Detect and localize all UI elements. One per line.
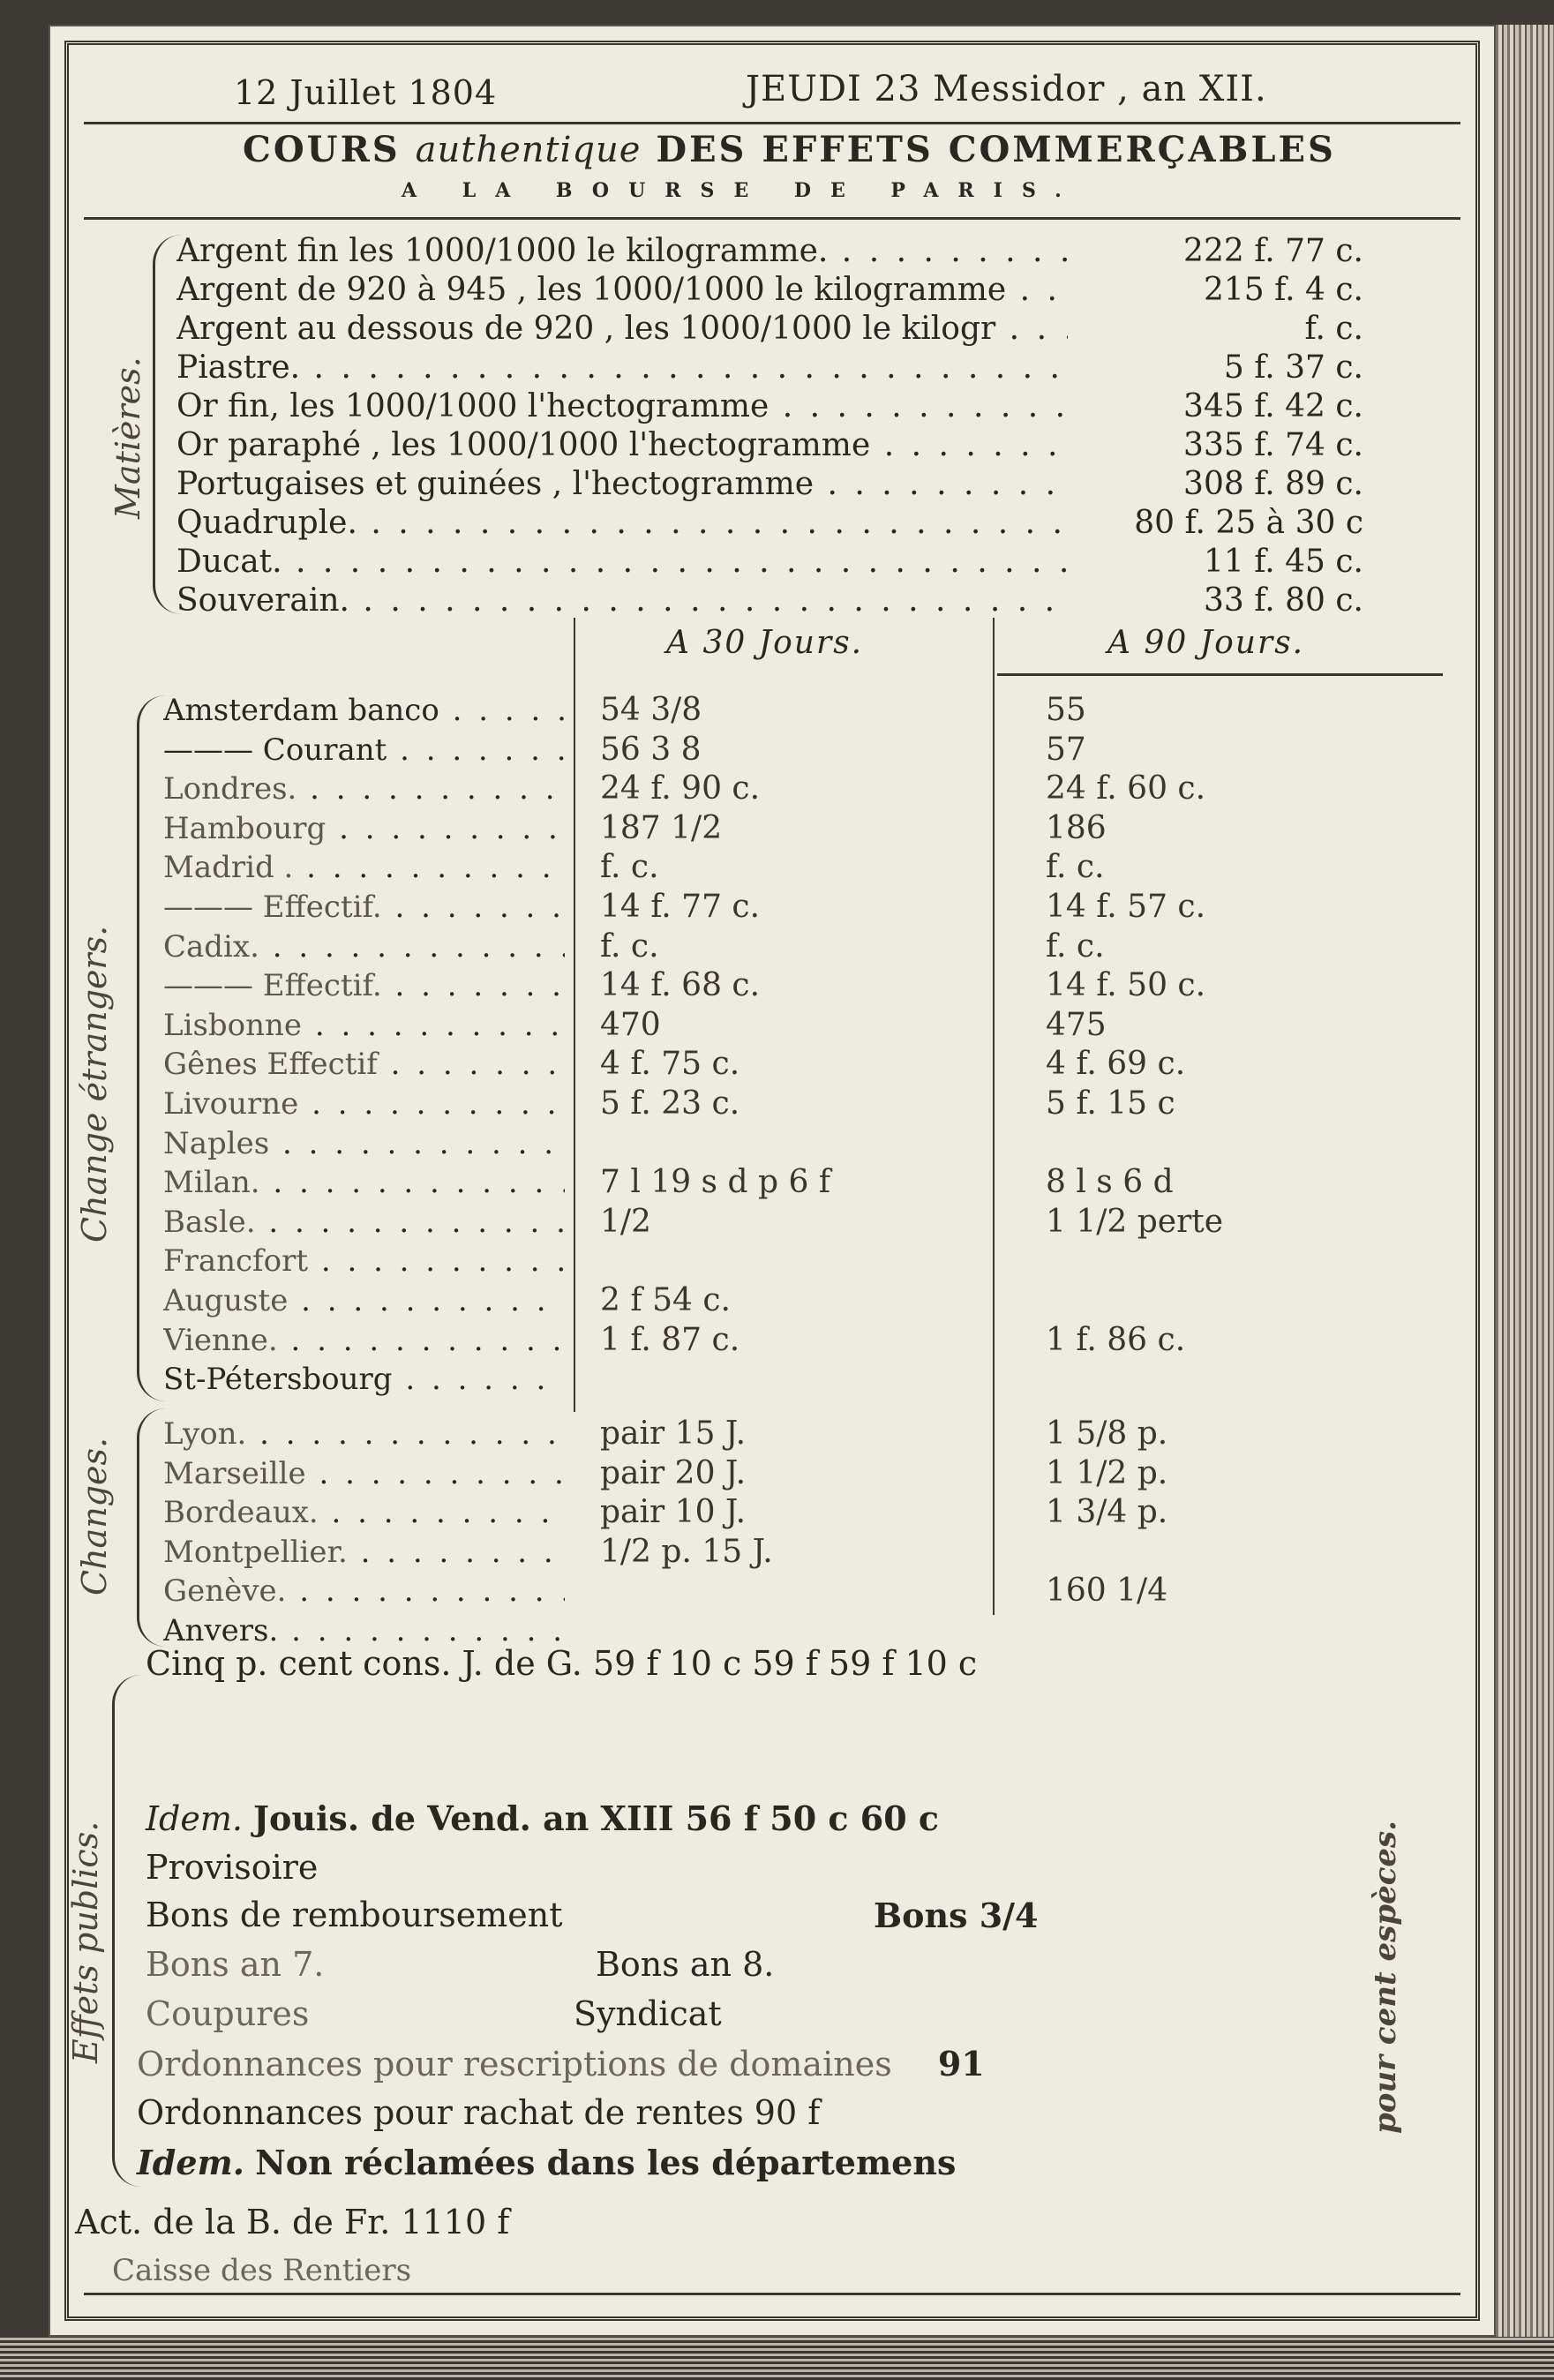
ce-row-label: ——— Effectif. . . . [163, 966, 565, 1005]
ce-row-90-jours: 5 f. 15 c [1046, 1085, 1175, 1122]
ce-row-90-jours: 1 f. 86 c. [1046, 1321, 1186, 1358]
side-note-pour-cent-especes: pour cent espèces. [1368, 1820, 1403, 2134]
matieres-row-value: 335 f. 74 c. [1183, 427, 1363, 463]
rule-column-header [997, 673, 1443, 676]
ce-row-90-jours: 24 f. 60 c. [1046, 770, 1206, 807]
ce-row-30-jours: 14 f. 77 c. [600, 889, 761, 925]
ce-row-90-jours: f. c. [1046, 849, 1105, 886]
title-part-cours: COURS [243, 129, 401, 170]
ce-row-30-jours: 4 f. 75 c. [600, 1046, 740, 1083]
matieres-row-label: Quadruple. . . . [176, 504, 1068, 543]
ce-row-label: ——— Effectif. . . . [163, 888, 565, 927]
ce-row-label: Londres. . . . [163, 770, 565, 808]
ce-row-label: Amsterdam banco . . . [163, 691, 565, 730]
matieres-row-value: 33 f. 80 c. [1203, 582, 1363, 619]
ce-row-30-jours: 1/2 [600, 1203, 651, 1240]
page-subtitle: A LA BOURSE DE PARIS. [402, 179, 1081, 202]
ce-row-label: Gênes Effectif . . . [163, 1045, 565, 1084]
ch-row-label: Anvers. . . . [163, 1611, 565, 1650]
ce-row-90-jours: 475 [1046, 1006, 1107, 1043]
ce-row-30-jours: 470 [600, 1006, 661, 1043]
ce-row-30-jours: 5 f. 23 c. [600, 1085, 740, 1122]
non-reclamees-text: Non réclamées dans les départemens [255, 2143, 957, 2182]
section-label-change-etrangers: Change étrangers. [75, 925, 114, 1243]
ordonnances-domaines [137, 2044, 985, 2083]
ch-row-30-jours: pair 10 J. [600, 1494, 747, 1531]
section-label-effets-publics: Effets publics. [66, 1821, 105, 2063]
ch-row-label: Genève. . . . [163, 1572, 565, 1610]
ch-row-30-jours: pair 15 J. [600, 1415, 747, 1452]
provisoire: Provisoire [146, 1848, 319, 1887]
matieres-row-value: 222 f. 77 c. [1183, 233, 1363, 269]
ch-row-90-jours: 1 3/4 p. [1046, 1494, 1168, 1531]
idem-label-2: Idem. [137, 2143, 244, 2182]
rule-title [84, 217, 1460, 220]
matieres-row-value: 215 f. 4 c. [1203, 272, 1363, 308]
matieres-row-value: 5 f. 37 c. [1223, 349, 1363, 386]
matieres-row-label: Argent fin les 1000/1000 le kilogramme. . . . [176, 232, 1068, 271]
page-title [243, 129, 1336, 170]
ce-row-30-jours: 56 3 8 [600, 731, 702, 768]
ce-row-90-jours: 55 [1046, 692, 1086, 728]
ce-row-30-jours: 1 f. 87 c. [600, 1321, 740, 1358]
ce-row-label: Naples . . . [163, 1124, 565, 1163]
ce-row-label: Lisbonne . . . [163, 1006, 565, 1045]
bons-trois-quarts: Bons 3/4 [874, 1896, 1039, 1935]
ce-row-label: Milan. . . . [163, 1163, 565, 1202]
ordonnances-rentes: Ordonnances pour rachat de rentes 90 f [137, 2093, 821, 2132]
ce-row-label: ——— Courant . . . [163, 731, 565, 770]
matieres-row-value: 308 f. 89 c. [1183, 466, 1363, 502]
ce-row-30-jours: f. c. [600, 849, 659, 886]
cinq-pour-cent: Cinq p. cent cons. J. de G. 59 f 10 c 59 f 59 f 10 c [146, 1644, 978, 1683]
caisse-des-rentiers: Caisse des Rentiers [112, 2253, 412, 2288]
section-label-changes: Changes. [75, 1437, 114, 1595]
coupures: Coupures [146, 1994, 310, 2033]
ce-row-90-jours: f. c. [1046, 927, 1105, 965]
ch-row-label: Lyon. . . . [163, 1415, 565, 1453]
idem-label: Idem. [146, 1799, 243, 1838]
ce-row-90-jours: 57 [1046, 731, 1086, 768]
ce-row-label: Basle. . . . [163, 1203, 565, 1242]
book-page-edges [1496, 25, 1554, 2380]
syndicat: Syndicat [574, 1994, 722, 2033]
matieres-row-label: Or fin, les 1000/1000 l'hectogramme . . . [176, 387, 1068, 426]
ch-row-label: Marseille . . . [163, 1454, 565, 1493]
matieres-row-label: Argent au dessous de 920 , les 1000/1000 le kilogr . . . [176, 310, 1068, 349]
matieres-row-label: Souverain. . . . [176, 582, 1068, 620]
idem-jouissance [146, 1798, 939, 1838]
matieres-row-value: 11 f. 45 c. [1203, 544, 1363, 580]
ledger-page [49, 25, 1496, 2337]
ce-row-30-jours: 2 f 54 c. [600, 1282, 731, 1318]
ce-row-label: Hambourg . . . [163, 809, 565, 848]
ce-row-90-jours: 4 f. 69 c. [1046, 1046, 1186, 1083]
column-header-30-jours: A 30 Jours. [666, 625, 864, 661]
ce-row-90-jours: 14 f. 57 c. [1046, 889, 1206, 925]
jouissance-text: Jouis. de Vend. an XIII 56 f 50 c 60 c [253, 1798, 940, 1838]
ce-row-label: Cadix. . . . [163, 927, 565, 966]
ch-row-90-jours: 1 1/2 p. [1046, 1454, 1168, 1491]
ch-row-label: Montpellier. . . . [163, 1533, 565, 1572]
ce-row-90-jours: 8 l s 6 d [1046, 1164, 1174, 1201]
matieres-row-label: Argent de 920 à 945 , les 1000/1000 le kilogramme . . . [176, 271, 1068, 310]
ce-row-label: Francfort . . . [163, 1242, 565, 1280]
matieres-row-label: Ducat. . . . [176, 543, 1068, 582]
column-header-90-jours: A 90 Jours. [1107, 625, 1305, 661]
ce-row-label: St-Pétersbourg . . . [163, 1360, 565, 1399]
ce-row-30-jours: 54 3/8 [600, 692, 702, 728]
date-republican: JEUDI 23 Messidor , an XII. [746, 69, 1267, 109]
ch-row-30-jours: 1/2 p. 15 J. [600, 1533, 773, 1570]
title-part-authentique: authentique [415, 130, 642, 170]
bons-de-remboursement: Bons de remboursement [146, 1896, 563, 1934]
ce-row-90-jours: 14 f. 50 c. [1046, 967, 1206, 1004]
section-label-matieres: Matières. [109, 357, 147, 519]
matieres-row-value: f. c. [1304, 311, 1363, 347]
ce-row-90-jours: 1 1/2 perte [1046, 1203, 1224, 1240]
brace-changes [137, 1408, 166, 1647]
matieres-row-value: 80 f. 25 à 30 c [1134, 505, 1363, 541]
bons-an-8: Bons an 8. [596, 1945, 775, 1984]
ce-row-30-jours: 187 1/2 [600, 809, 723, 846]
ordonnances-domaines-value: 91 [937, 2044, 985, 2083]
ch-row-label: Bordeaux. . . . [163, 1493, 565, 1532]
ce-row-label: Vienne. . . . [163, 1321, 565, 1360]
ce-row-30-jours: f. c. [600, 927, 659, 965]
ch-row-30-jours: pair 20 J. [600, 1454, 747, 1491]
title-part-effets: DES EFFETS COMMERÇABLES [656, 129, 1336, 170]
column-divider-right [993, 618, 995, 1615]
ch-row-90-jours: 1 5/8 p. [1046, 1415, 1168, 1452]
matieres-row-label: Piastre. . . . [176, 349, 1068, 387]
ce-row-90-jours: 186 [1046, 809, 1107, 846]
ch-row-90-jours: 160 1/4 [1046, 1573, 1168, 1610]
brace-change-etrangers [137, 695, 166, 1401]
ordonnances-domaines-label: Ordonnances pour rescriptions de domaines [137, 2045, 892, 2083]
ce-row-label: Madrid . . . . [163, 848, 565, 887]
ce-row-30-jours: 24 f. 90 c. [600, 770, 761, 807]
matieres-row-value: 345 f. 42 c. [1183, 388, 1363, 424]
rule-top [84, 122, 1460, 124]
bons-an-7: Bons an 7. [146, 1945, 325, 1984]
ce-row-label: Livourne . . . [163, 1085, 565, 1123]
date-gregorian: 12 Juillet 1804 [234, 73, 498, 112]
column-divider-left [574, 618, 575, 1412]
ce-row-label: Auguste . . . [163, 1281, 565, 1320]
matieres-row-label: Or paraphé , les 1000/1000 l'hectogramme . . . [176, 426, 1068, 465]
idem-non-reclamees [137, 2143, 956, 2182]
rule-bottom [84, 2293, 1460, 2295]
actions-banque-de-france: Act. de la B. de Fr. 1110 f [75, 2203, 510, 2241]
ce-row-30-jours: 7 l 19 s d p 6 f [600, 1164, 831, 1201]
matieres-row-label: Portugaises et guinées , l'hectogramme . . . [176, 465, 1068, 504]
book-bottom-edge [0, 2337, 1554, 2380]
ce-row-30-jours: 14 f. 68 c. [600, 967, 761, 1004]
